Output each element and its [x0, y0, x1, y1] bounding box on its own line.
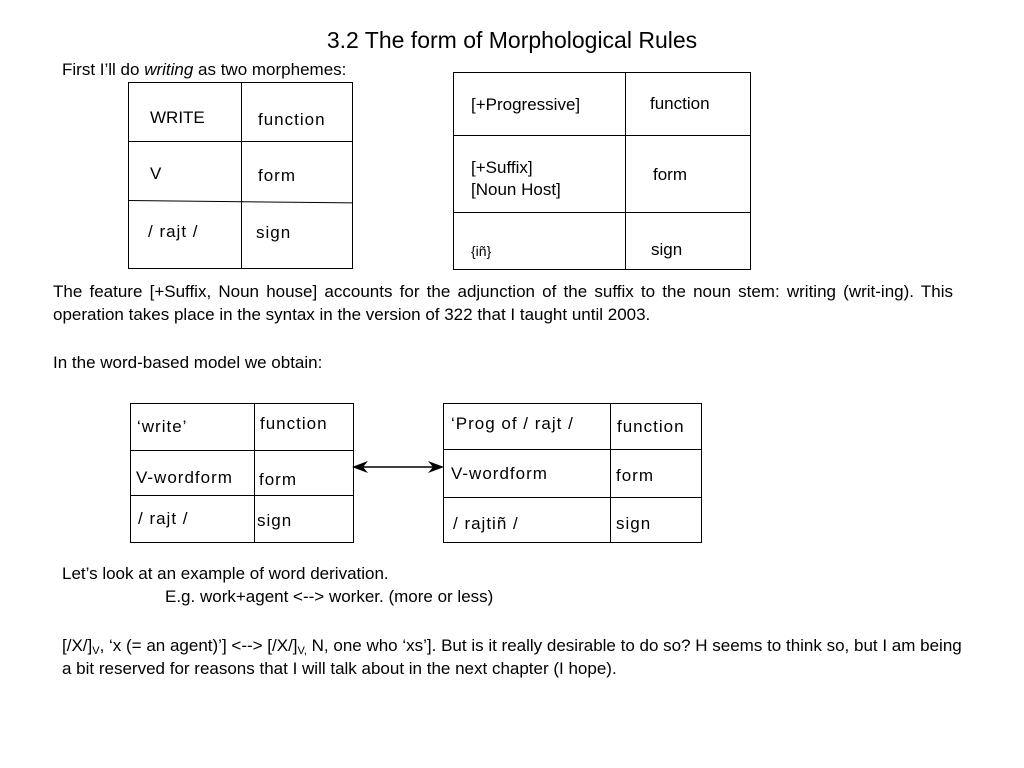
- write-wordform-table: [130, 403, 354, 543]
- table-cell: ‘write’: [137, 417, 188, 436]
- table-cell: sign: [651, 240, 683, 259]
- intro-before: First I’ll do: [62, 60, 145, 79]
- table-cell: {iñ}: [471, 243, 492, 259]
- row-divider: [453, 212, 751, 213]
- row-divider: [453, 135, 751, 136]
- column-divider: [610, 403, 611, 543]
- write-morpheme-table: [128, 82, 353, 269]
- row-divider: [443, 449, 702, 450]
- intro-after: as two morphemes:: [193, 60, 347, 79]
- table-cell: / rajt /: [148, 222, 199, 241]
- rule-subscript: V,: [297, 645, 307, 657]
- rule-subscript: V: [92, 645, 100, 657]
- table-cell: form: [259, 470, 297, 489]
- table-cell: ‘Prog of / rajt /: [451, 414, 574, 433]
- table-cell: function: [617, 417, 685, 436]
- intro-emphasis: writing: [144, 60, 194, 79]
- table-cell: function: [258, 110, 326, 129]
- rule-part: N, one who ‘xs’]. But is it really desirable to do so? H seems to think so, but I am being a bit reserved for reasons that I will talk about in the next chapter (I hope).: [62, 636, 962, 678]
- rule-part: , ‘x (= an agent)’] <--> [/X/]: [99, 636, 298, 655]
- table-cell: / rajt /: [138, 509, 189, 528]
- rule-part: [/X/]: [62, 636, 93, 655]
- progressive-morpheme-table: [453, 72, 751, 270]
- column-divider: [241, 82, 242, 269]
- table-cell: V-wordform: [451, 464, 548, 483]
- column-divider: [625, 72, 626, 270]
- paragraph-word-based: In the word-based model we obtain:: [53, 353, 323, 372]
- prog-wordform-table: [443, 403, 702, 543]
- derivation-intro: Let’s look at an example of word derivation.: [62, 564, 389, 583]
- table-cell: form: [653, 165, 687, 184]
- table-cell: [Noun Host]: [471, 180, 561, 199]
- table-cell: V-wordform: [136, 468, 233, 487]
- table-cell: function: [650, 94, 710, 113]
- slide-title: 3.2 The form of Morphological Rules: [326, 27, 698, 53]
- derivation-example: E.g. work+agent <--> worker. (more or less): [165, 587, 494, 606]
- table-cell: [+Progressive]: [471, 95, 581, 114]
- row-divider: [128, 141, 353, 142]
- row-divider: [443, 497, 702, 498]
- paragraph-feature: The feature [+Suffix, Noun house] accounts for the adjunction of the suffix to the noun stem: writing (writ-ing). This operation takes place in the syntax in the version of 322 that I taught until 2003.: [53, 282, 953, 324]
- intro-line: [62, 59, 346, 81]
- row-divider: [130, 495, 354, 496]
- table-cell: function: [260, 414, 328, 433]
- table-cell: V: [150, 164, 162, 183]
- table-cell: WRITE: [150, 108, 205, 127]
- table-cell: sign: [257, 511, 293, 530]
- table-cell: / rajtiñ /: [453, 514, 519, 533]
- column-divider: [254, 403, 255, 543]
- table-cell: sign: [616, 514, 652, 533]
- table-cell: [+Suffix]: [471, 158, 533, 177]
- table-cell: sign: [256, 223, 292, 242]
- table-cell: form: [258, 166, 296, 185]
- table-cell: form: [616, 466, 654, 485]
- double-arrow-icon: [350, 455, 446, 479]
- paragraph-agent-rule: [62, 634, 962, 680]
- row-divider: [130, 450, 354, 451]
